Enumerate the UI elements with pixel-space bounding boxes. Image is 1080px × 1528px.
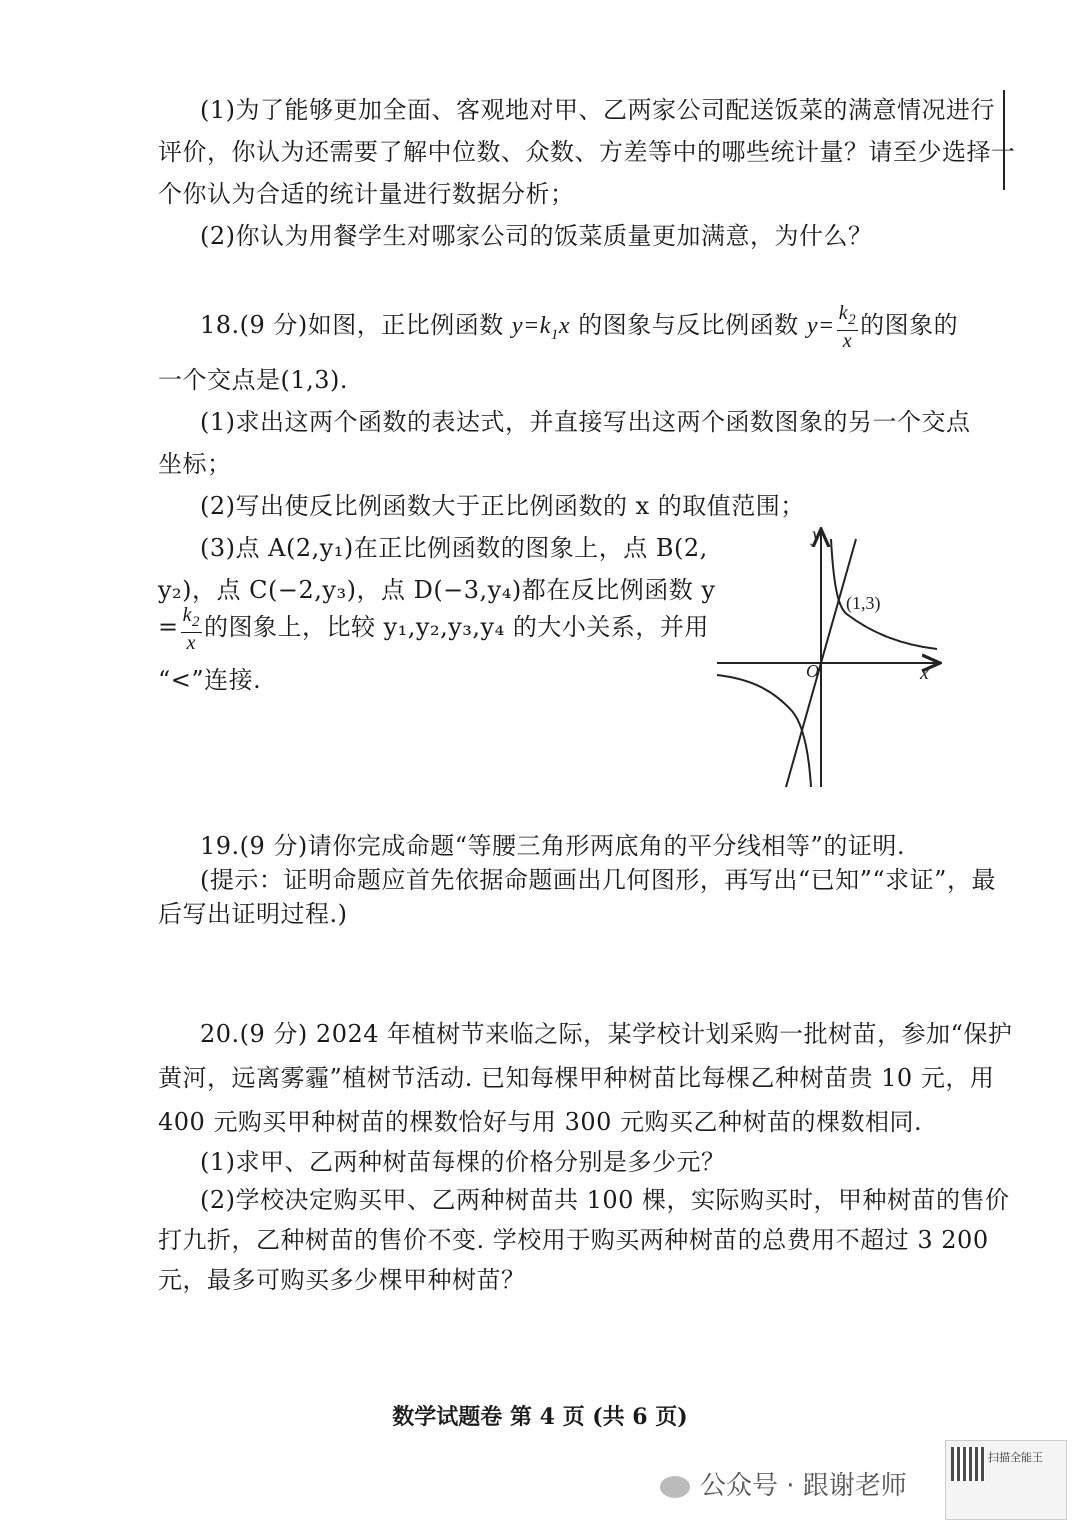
qr-code-icon [951,1447,985,1481]
q19-line1: 19.(9 分)请你完成命题“等腰三角形两底角的平分线相等”的证明. [200,832,905,860]
q20-line2: 黄河，远离雾霾”植树节活动. 已知每棵甲种树苗比每棵乙种树苗贵 10 元，用 [158,1064,995,1092]
wechat-icon [660,1476,690,1498]
q18-header: 18.(9 分)如图，正比例函数 $y=k_1x$ 的图象与反比例函数 y= $\frac{k_2}{x}$ 的图象的 [200,301,959,352]
q18-part3-line1: (3)点 A(2,y₁)在正比例函数的图象上，点 B(2, [200,534,708,562]
q19-line2: (提示：证明命题应首先依据命题画出几何图形，再写出“已知”“求证”，最 [200,866,996,894]
function-graph [712,525,942,790]
fraction-k2-over-x: $\frac{k_2}{x}$ [838,301,857,352]
q20-part1: (1)求甲、乙两种树苗每棵的价格分别是多少元？ [200,1148,726,1176]
q17-part1-line3: 个你认为合适的统计量进行数据分析； [158,180,575,208]
hyperbola-branch-2 [717,675,811,787]
q18-part3-line3: = $\frac{k_2}{x}$ 的图象上，比较 y₁,y₂,y₃,y₄ 的大小关系，并用 [158,603,709,654]
q17-part1-line2: 评价，你认为还需要了解中位数、众数、方差等中的哪些统计量？请至少选择一 [158,138,1016,166]
q18-part1-line1: (1)求出这两个函数的表达式，并直接写出这两个函数图象的另一个交点 [200,408,971,436]
q19-line3: 后写出证明过程.) [158,900,348,928]
q17-part1-line1: (1)为了能够更加全面、客观地对甲、乙两家公司配送饭菜的满意情况进行 [200,96,995,124]
q20-part2-line2: 打九折，乙种树苗的售价不变. 学校用于购买两种树苗的总费用不超过 3 200 [158,1226,989,1254]
q18-line2: 一个交点是(1,3). [158,366,349,394]
origin-label: O [806,661,819,681]
page-footer: 数学试题卷 第 4 页 (共 6 页) [392,1404,688,1430]
fraction-k2-over-x-2: $\frac{k_2}{x}$ [182,603,200,654]
scanner-badge: 扫描全能王 [945,1440,1067,1520]
q18-part2: (2)写出使反比例函数大于正比例函数的 x 的取值范围； [200,492,805,520]
q20-line3: 400 元购买甲种树苗的棵数恰好与用 300 元购买乙种树苗的棵数相同. [158,1108,923,1136]
q20-line1: 20.(9 分) 2024 年植树节来临之际，某学校计划采购一批树苗，参加“保护 [200,1020,1013,1048]
intersection-label: (1,3) [846,593,881,613]
q20-part2-line3: 元，最多可购买多少棵甲种树苗？ [158,1266,526,1294]
q18-part3-line4: “<”连接. [158,666,262,694]
q17-part2: (2)你认为用餐学生对哪家公司的饭菜质量更加满意，为什么？ [200,222,873,250]
q18-part3-line2: y₂)，点 C(−2,y₃)，点 D(−3,y₄)都在反比例函数 y [158,576,716,604]
watermark: 公众号 · 跟谢老师 [660,1465,907,1502]
q20-part2-line1: (2)学校决定购买甲、乙两种树苗共 100 棵，实际购买时，甲种树苗的售价 [200,1186,1010,1214]
q18-part1-line2: 坐标； [158,450,232,478]
x-label: x [920,662,929,684]
y-label: y [812,525,821,546]
